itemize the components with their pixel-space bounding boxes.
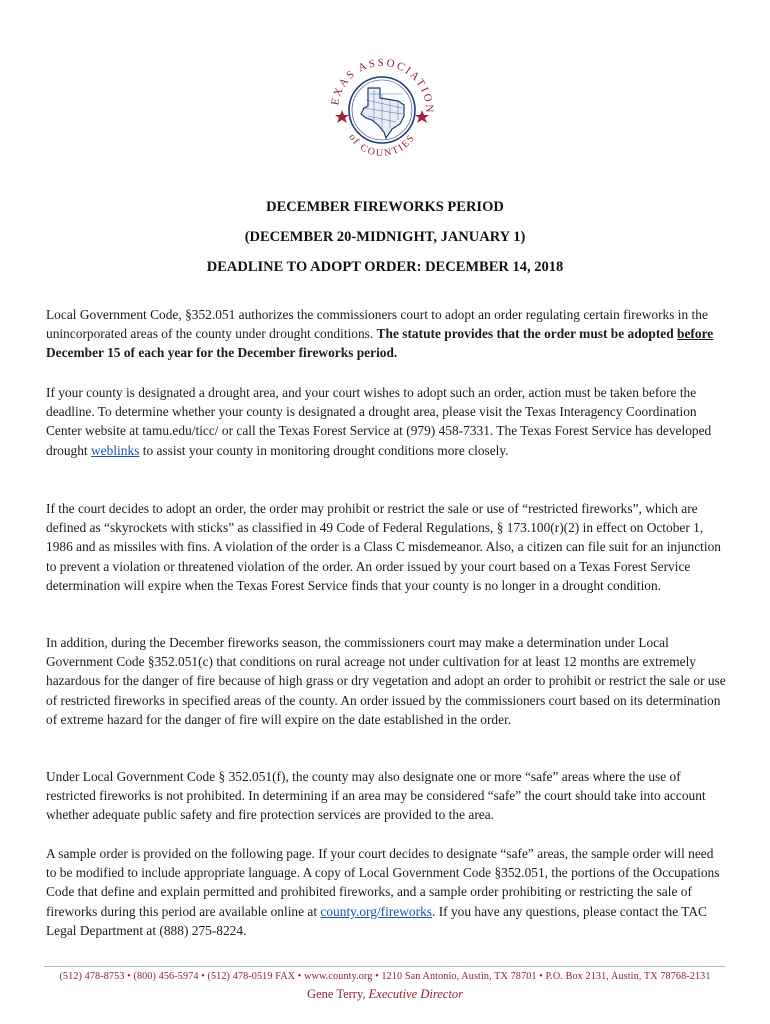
director-name: Gene Terry,	[307, 987, 366, 1001]
weblinks-link[interactable]: weblinks	[91, 442, 140, 458]
paragraph-safe-areas	[46, 767, 726, 825]
paragraph-extreme-hazard	[46, 633, 726, 729]
statute-deadline-text: December 15 of each year for the December fireworks period.	[46, 345, 398, 361]
paragraph-sample-order	[46, 844, 726, 940]
footer-director	[0, 987, 770, 1002]
footer-divider	[44, 966, 726, 967]
sample-order-text: A sample order is provided on the following page. If your court decides to designate “safe” areas, the sample order will need to be modified to include appropriate language. A copy of Local Government Code §352.051, the portions of the Occupations Code that define and explain permitted and prohibited fireworks, and a sample order prohibiting or restricting the sale of fireworks during this period are available online at	[46, 846, 720, 919]
tac-logo	[320, 48, 444, 172]
paragraph-drought	[46, 383, 726, 460]
footer-contact-line: (512) 478-8753 • (800) 456-5974 • (512) 478-0519 FAX • www.county.org • 1210 San Antonio, Austin, TX 78701 • P.O. Box 2131, Austin, TX 78768-2131	[59, 971, 711, 982]
drought-text-end: to assist your county in monitoring drought conditions more closely.	[139, 442, 509, 458]
paragraph-restricted-fireworks	[46, 499, 726, 595]
title-heading: DECEMBER FIREWORKS PERIOD	[266, 199, 504, 215]
drought-text: If your county is designated a drought area, and your court wishes to adopt such an order, action must be taken before the deadline. To determine whether your county is designated a drought area, please visit the Texas Interagency Coordination Center website at tamu.edu/ticc/ or call the Texas Forest Service at (979) 458-7331. The Texas Forest Service has developed drought	[46, 385, 712, 458]
statute-before-text: before	[677, 326, 714, 342]
svg-text:of COUNTIES: of COUNTIES	[346, 132, 418, 160]
county-fireworks-link[interactable]: county.org/fireworks	[320, 903, 432, 919]
extreme-hazard-text: In addition, during the December fireworks season, the commissioners court may make a determination under Local Government Code §352.051(c) that conditions on rural acreage not under cultivation for at least 12 months are extremely hazardous for the danger of fire because of high grass or dry vegetation and adopt an order to prohibit or restrict the sale or use of restricted fireworks in specified areas of the county. An order issued by the commissioners court based on its determination of extreme hazard for the danger of fire will expire on the date established in the order.	[46, 635, 726, 727]
director-title: Executive Director	[368, 987, 463, 1001]
statute-bold-text: The statute provides that the order must be adopted	[376, 326, 678, 342]
safe-areas-text: Under Local Government Code § 352.051(f), the county may also designate one or more “safe” areas where the use of restricted fireworks is not prohibited. In determining if an area may be considered “safe” the court should take into account whether adequate public safety and fire protection services are provided to the area.	[46, 769, 706, 823]
period-heading: (DECEMBER 20-MIDNIGHT, JANUARY 1)	[244, 229, 526, 245]
paragraph-statute	[46, 305, 726, 363]
deadline-heading: DEADLINE TO ADOPT ORDER: DECEMBER 14, 2018	[206, 259, 564, 275]
sample-order-text-end: . If you have any questions, please contact the TAC Legal Department at (888) 275-8224.	[46, 903, 707, 938]
statute-text: Local Government Code, §352.051 authorizes the commissioners court to adopt an order regulating certain fireworks in the unincorporated areas of the county under drought conditions.	[46, 307, 708, 342]
restricted-fireworks-text: If the court decides to adopt an order, the order may prohibit or restrict the sale or use of “restricted fireworks”, which are defined as “skyrockets with sticks” as classified in 49 Code of Federal Regulations, § 173.100(r)(2) in effect on October 1, 1986 and as missiles with fins. A violation of the order is a Class C misdemeanor. Also, a citizen can file suit for an injunction to prevent a violation or threatened violation of the order. An order issued by your court based on a Texas Forest Service determination will expire when the Texas Forest Service finds that your county is no longer in a drought condition.	[46, 501, 722, 593]
tac-seal-icon	[320, 48, 444, 172]
svg-text:TEXAS ASSOCIATION: EXAS ASSOCIATION	[329, 56, 436, 115]
